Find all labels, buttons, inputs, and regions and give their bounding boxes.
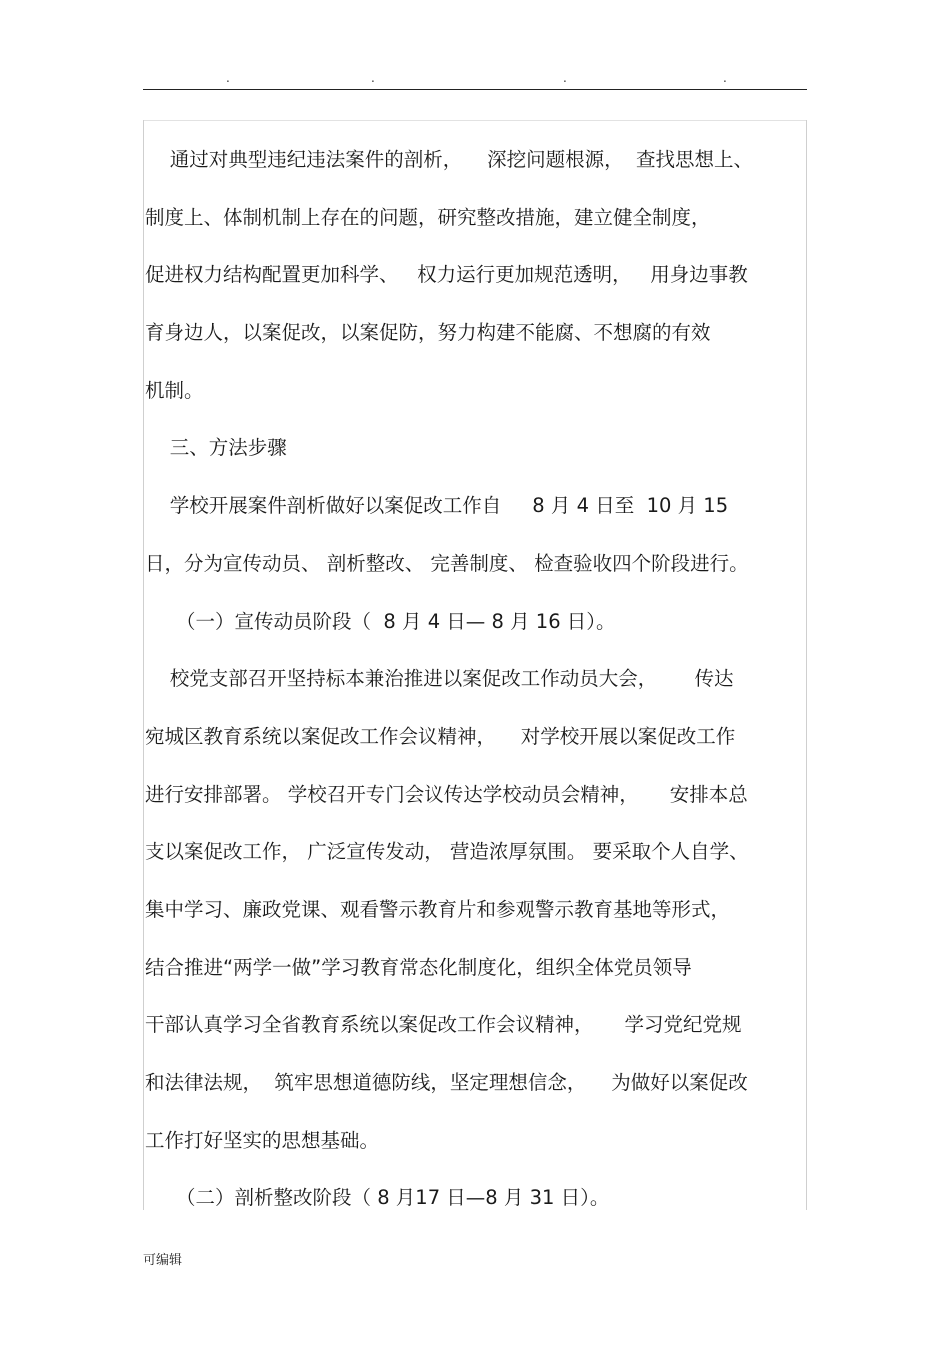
body-line: 支以案促改工作， 广泛宣传发动， 营造浓厚氛围。 要采取个人自学、 [145, 840, 749, 864]
body-line: 进行安排部署。 学校召开专门会议传达学校动员会精神， 安排本总 [145, 782, 748, 806]
header-rule [143, 89, 807, 90]
body-line: 通过对典型违纪违法案件的剖析， 深挖问题根源， 查找思想上、 [145, 148, 753, 171]
header-dot: . [563, 71, 567, 85]
body-line: 和法律法规， 筑牢思想道德防线，坚定理想信念， 为做好以案促改 [145, 1071, 748, 1094]
page-frame-right [806, 120, 807, 1210]
body-line: 集中学习、廉政党课、观看警示教育片和参观警示教育基地等形式， [145, 897, 731, 921]
body-line: 工作打好坚实的思想基础。 [145, 1128, 380, 1152]
body-line: 日，分为宣传动员、 剖析整改、 完善制度、 检查验收四个阶段进行。 [145, 551, 749, 575]
header-dots [0, 72, 950, 86]
body-line: 宛城区教育系统以案促改工作会议精神， 对学校开展以案促改工作 [145, 724, 736, 748]
header-dot: . [226, 71, 230, 85]
footer-editable-label: 可编辑 [143, 1253, 183, 1268]
body-line: 促进权力结构配置更加科学、 权力运行更加规范透明， 用身边事教 [145, 263, 748, 287]
page-frame-left [143, 120, 144, 1210]
section-heading: 三、方法步骤 [145, 436, 287, 460]
header-dot: . [723, 71, 727, 85]
body-line: 干部认真学习全省教育系统以案促改工作会议精神， 学习党纪党规 [145, 1013, 742, 1037]
header-dot: . [371, 71, 375, 85]
body-line: 机制。 [145, 378, 204, 402]
page-frame-top [143, 120, 806, 121]
subsection-heading: （二）剖析整改阶段（ 8 月17 日—8 月 31 日）。 [145, 1186, 610, 1210]
body-line: 制度上、体制机制上存在的问题，研究整改措施，建立健全制度， [145, 205, 711, 229]
body-line: 结合推进“两学一做”学习教育常态化制度化，组织全体党员领导 [145, 955, 692, 979]
body-line: 育身边人，以案促改，以案促防，努力构建不能腐、不想腐的有效 [145, 321, 711, 345]
document-body [145, 140, 805, 1236]
subsection-heading: （一）宣传动员阶段（ 8 月 4 日— 8 月 16 日）。 [145, 609, 616, 633]
body-line: 校党支部召开坚持标本兼治推进以案促改工作动员大会， 传达 [145, 667, 734, 691]
body-line: 学校开展案件剖析做好以案促改工作自 8 月 4 日至 10 月 15 [145, 494, 729, 518]
